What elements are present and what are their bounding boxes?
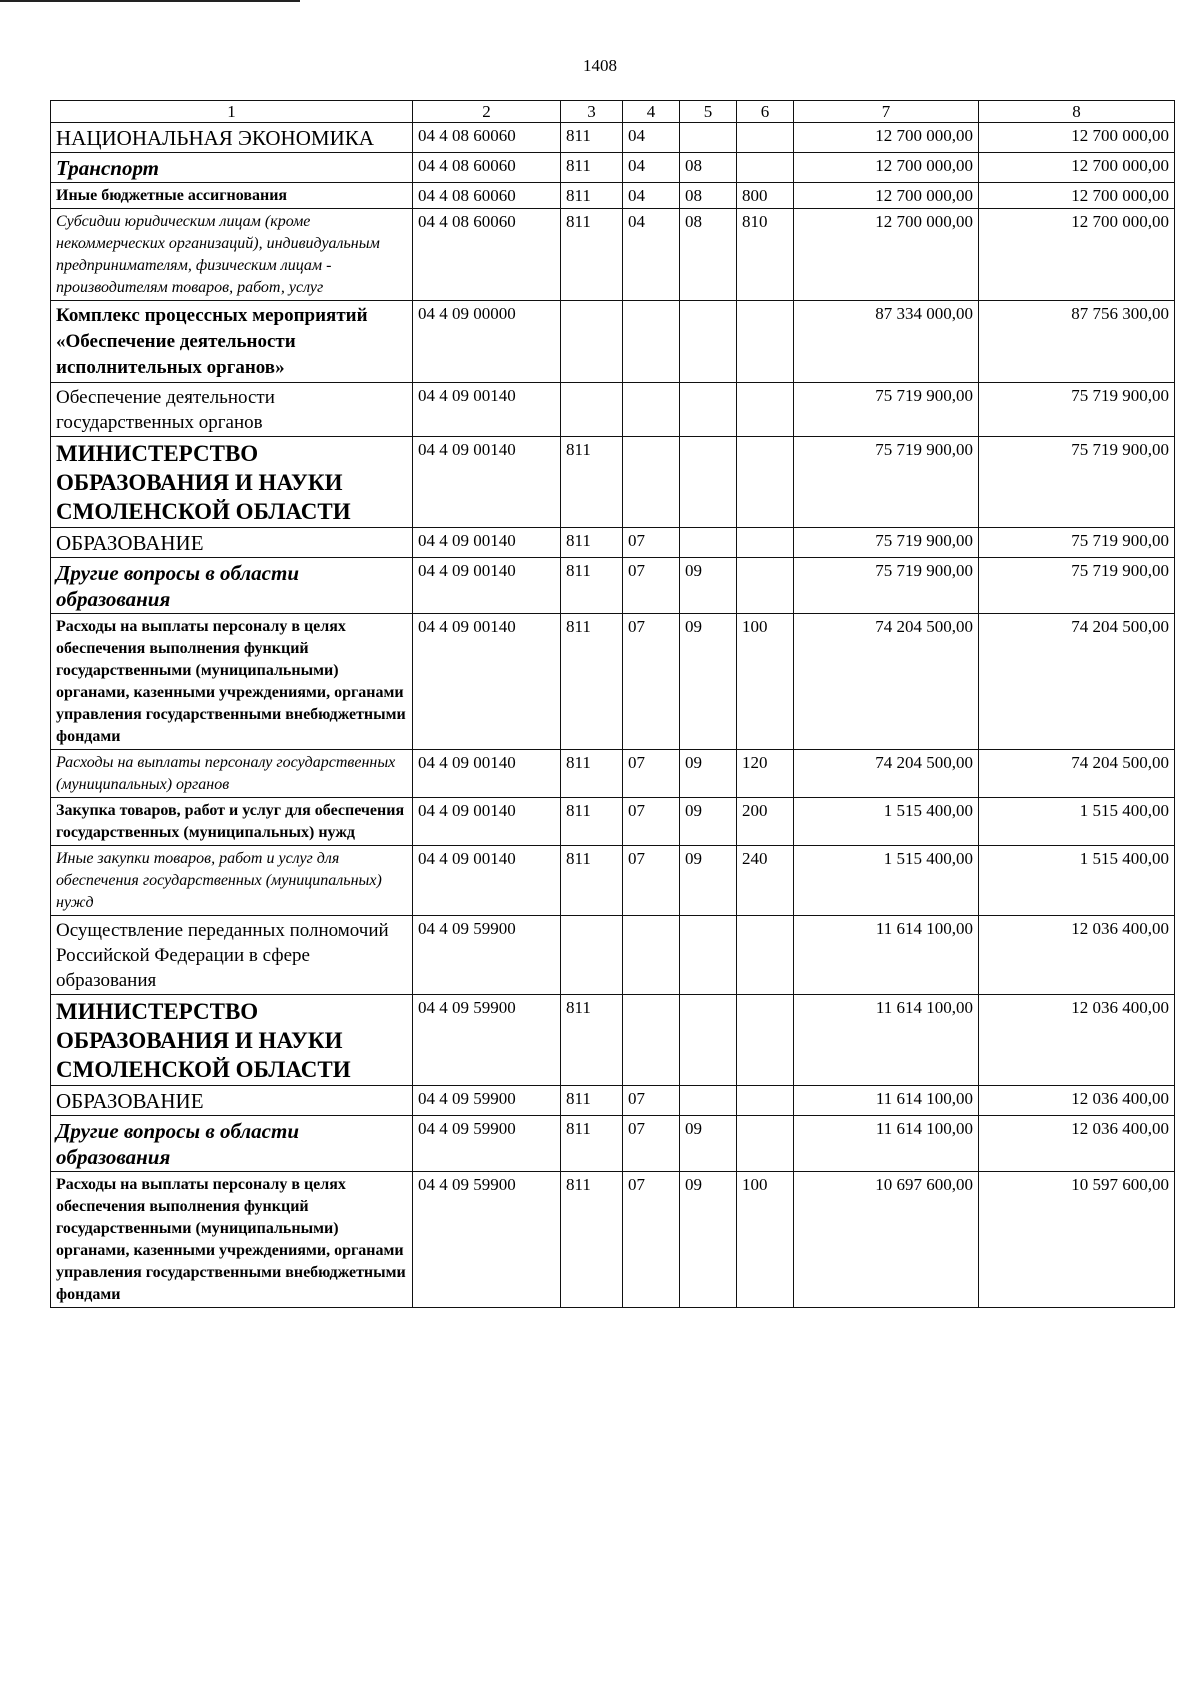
row-code: 04 4 09 59900 [413, 995, 561, 1086]
row-col-6: 100 [737, 1172, 794, 1308]
row-col-3: 811 [561, 183, 623, 209]
row-code: 04 4 09 59900 [413, 1172, 561, 1308]
row-col-5: 09 [680, 558, 737, 614]
table-row [51, 183, 1175, 209]
row-name: Иные закупки товаров, работ и услуг для обеспечения государственных (муниципальных) нужд [51, 846, 413, 916]
row-col-6: 200 [737, 798, 794, 846]
table-row [51, 1172, 1175, 1308]
row-col-5 [680, 437, 737, 528]
row-col-4: 07 [623, 614, 680, 750]
row-col-4: 04 [623, 183, 680, 209]
row-col-3: 811 [561, 209, 623, 301]
row-amount-col-8: 12 700 000,00 [979, 123, 1175, 153]
row-col-4: 07 [623, 558, 680, 614]
row-col-5: 08 [680, 153, 737, 183]
row-col-3: 811 [561, 1116, 623, 1172]
row-col-3: 811 [561, 614, 623, 750]
row-name: Расходы на выплаты персоналу в целях обеспечения выполнения функций государственными (муниципальными) органами, казенными учреждениями, органами управления государственными внебюджетными фондами [51, 1172, 413, 1308]
row-col-5 [680, 123, 737, 153]
row-col-6: 240 [737, 846, 794, 916]
row-col-3 [561, 916, 623, 995]
row-col-6: 120 [737, 750, 794, 798]
row-name: Транспорт [51, 153, 413, 183]
row-col-5 [680, 1086, 737, 1116]
row-name: НАЦИОНАЛЬНАЯ ЭКОНОМИКА [51, 123, 413, 153]
row-col-4: 07 [623, 1086, 680, 1116]
row-col-4: 07 [623, 798, 680, 846]
row-col-6 [737, 383, 794, 437]
row-code: 04 4 09 00140 [413, 846, 561, 916]
row-col-5: 09 [680, 1116, 737, 1172]
table-row [51, 750, 1175, 798]
table-row [51, 437, 1175, 528]
row-amount-col-7: 12 700 000,00 [794, 153, 979, 183]
row-amount-col-8: 12 036 400,00 [979, 1086, 1175, 1116]
row-col-3: 811 [561, 123, 623, 153]
row-amount-col-7: 75 719 900,00 [794, 528, 979, 558]
table-row [51, 916, 1175, 995]
row-code: 04 4 09 59900 [413, 1116, 561, 1172]
row-col-5: 08 [680, 209, 737, 301]
row-col-5 [680, 528, 737, 558]
scan-edge-line [0, 0, 300, 2]
header-col-6: 6 [737, 101, 794, 123]
row-col-6 [737, 1086, 794, 1116]
row-col-3: 811 [561, 846, 623, 916]
row-name: Иные бюджетные ассигнования [51, 183, 413, 209]
row-amount-col-8: 74 204 500,00 [979, 750, 1175, 798]
row-code: 04 4 09 00140 [413, 750, 561, 798]
table-row [51, 846, 1175, 916]
row-code: 04 4 09 00140 [413, 558, 561, 614]
row-amount-col-8: 87 756 300,00 [979, 301, 1175, 383]
row-col-3: 811 [561, 437, 623, 528]
row-amount-col-7: 11 614 100,00 [794, 995, 979, 1086]
row-name: Обеспечение деятельности государственных органов [51, 383, 413, 437]
row-col-4 [623, 916, 680, 995]
row-col-5: 09 [680, 614, 737, 750]
row-code: 04 4 08 60060 [413, 183, 561, 209]
row-col-5 [680, 916, 737, 995]
row-code: 04 4 09 00140 [413, 528, 561, 558]
table-row [51, 1116, 1175, 1172]
budget-table [50, 100, 1175, 1308]
row-col-6 [737, 916, 794, 995]
row-col-6: 810 [737, 209, 794, 301]
row-amount-col-7: 12 700 000,00 [794, 209, 979, 301]
row-amount-col-8: 12 036 400,00 [979, 995, 1175, 1086]
header-col-2: 2 [413, 101, 561, 123]
row-col-3: 811 [561, 750, 623, 798]
table-row [51, 995, 1175, 1086]
row-amount-col-7: 75 719 900,00 [794, 558, 979, 614]
row-col-4: 04 [623, 123, 680, 153]
row-amount-col-8: 12 700 000,00 [979, 209, 1175, 301]
row-amount-col-8: 12 700 000,00 [979, 153, 1175, 183]
row-amount-col-7: 10 697 600,00 [794, 1172, 979, 1308]
row-amount-col-8: 75 719 900,00 [979, 558, 1175, 614]
row-name: МИНИСТЕРСТВО ОБРАЗОВАНИЯ И НАУКИ СМОЛЕНСКОЙ ОБЛАСТИ [51, 437, 413, 528]
table-row [51, 383, 1175, 437]
row-amount-col-7: 74 204 500,00 [794, 614, 979, 750]
row-col-5: 09 [680, 846, 737, 916]
row-col-5: 08 [680, 183, 737, 209]
row-col-3: 811 [561, 798, 623, 846]
table-row [51, 1086, 1175, 1116]
row-col-3 [561, 301, 623, 383]
row-code: 04 4 09 00140 [413, 798, 561, 846]
row-amount-col-7: 12 700 000,00 [794, 123, 979, 153]
header-col-4: 4 [623, 101, 680, 123]
row-col-3: 811 [561, 995, 623, 1086]
row-amount-col-8: 75 719 900,00 [979, 383, 1175, 437]
row-amount-col-8: 75 719 900,00 [979, 528, 1175, 558]
row-col-3: 811 [561, 558, 623, 614]
row-amount-col-7: 12 700 000,00 [794, 183, 979, 209]
row-col-6 [737, 558, 794, 614]
row-col-4: 04 [623, 209, 680, 301]
row-col-4: 07 [623, 1172, 680, 1308]
table-row [51, 614, 1175, 750]
row-amount-col-7: 11 614 100,00 [794, 1116, 979, 1172]
row-col-5 [680, 301, 737, 383]
table-row [51, 123, 1175, 153]
header-col-8: 8 [979, 101, 1175, 123]
row-col-5 [680, 383, 737, 437]
row-col-4 [623, 437, 680, 528]
row-col-3: 811 [561, 1172, 623, 1308]
row-col-6: 800 [737, 183, 794, 209]
row-amount-col-7: 1 515 400,00 [794, 846, 979, 916]
row-name: Субсидии юридическим лицам (кроме некоммерческих организаций), индивидуальным предпринимателям, физическим лицам - производителям товаров, работ, услуг [51, 209, 413, 301]
row-code: 04 4 09 00140 [413, 614, 561, 750]
row-amount-col-7: 75 719 900,00 [794, 437, 979, 528]
row-amount-col-7: 74 204 500,00 [794, 750, 979, 798]
row-amount-col-8: 1 515 400,00 [979, 798, 1175, 846]
table-row [51, 153, 1175, 183]
row-col-4: 07 [623, 750, 680, 798]
row-col-4: 07 [623, 528, 680, 558]
row-col-6 [737, 995, 794, 1086]
header-col-5: 5 [680, 101, 737, 123]
row-amount-col-8: 74 204 500,00 [979, 614, 1175, 750]
row-col-5: 09 [680, 1172, 737, 1308]
row-amount-col-8: 10 597 600,00 [979, 1172, 1175, 1308]
header-col-7: 7 [794, 101, 979, 123]
table-row [51, 528, 1175, 558]
row-col-5: 09 [680, 798, 737, 846]
row-code: 04 4 09 00000 [413, 301, 561, 383]
row-amount-col-8: 12 700 000,00 [979, 183, 1175, 209]
row-col-6: 100 [737, 614, 794, 750]
table-body [51, 123, 1175, 1308]
row-name: Комплекс процессных мероприятий «Обеспечение деятельности исполнительных органов» [51, 301, 413, 383]
row-col-6 [737, 301, 794, 383]
row-col-5 [680, 995, 737, 1086]
row-col-6 [737, 123, 794, 153]
row-col-3: 811 [561, 1086, 623, 1116]
table-row [51, 301, 1175, 383]
row-name: ОБРАЗОВАНИЕ [51, 528, 413, 558]
row-col-5: 09 [680, 750, 737, 798]
row-code: 04 4 08 60060 [413, 209, 561, 301]
table-header-row [51, 101, 1175, 123]
row-col-3 [561, 383, 623, 437]
row-code: 04 4 09 59900 [413, 916, 561, 995]
row-col-4: 04 [623, 153, 680, 183]
row-amount-col-7: 87 334 000,00 [794, 301, 979, 383]
row-col-6 [737, 528, 794, 558]
row-name: Расходы на выплаты персоналу государственных (муниципальных) органов [51, 750, 413, 798]
row-col-4: 07 [623, 846, 680, 916]
row-amount-col-8: 75 719 900,00 [979, 437, 1175, 528]
row-code: 04 4 08 60060 [413, 123, 561, 153]
row-col-4 [623, 301, 680, 383]
row-amount-col-7: 11 614 100,00 [794, 1086, 979, 1116]
header-col-1: 1 [51, 101, 413, 123]
row-amount-col-8: 1 515 400,00 [979, 846, 1175, 916]
row-name: ОБРАЗОВАНИЕ [51, 1086, 413, 1116]
table-row [51, 558, 1175, 614]
row-name: Другие вопросы в области образования [51, 558, 413, 614]
row-name: Расходы на выплаты персоналу в целях обеспечения выполнения функций государственными (муниципальными) органами, казенными учреждениями, органами управления государственными внебюджетными фондами [51, 614, 413, 750]
table-row [51, 209, 1175, 301]
row-col-6 [737, 437, 794, 528]
row-amount-col-8: 12 036 400,00 [979, 1116, 1175, 1172]
row-code: 04 4 09 00140 [413, 383, 561, 437]
row-code: 04 4 08 60060 [413, 153, 561, 183]
row-col-6 [737, 1116, 794, 1172]
row-col-6 [737, 153, 794, 183]
row-col-3: 811 [561, 528, 623, 558]
row-amount-col-7: 11 614 100,00 [794, 916, 979, 995]
row-col-4 [623, 995, 680, 1086]
row-amount-col-8: 12 036 400,00 [979, 916, 1175, 995]
row-amount-col-7: 1 515 400,00 [794, 798, 979, 846]
page-number: 1408 [583, 56, 617, 75]
row-code: 04 4 09 00140 [413, 437, 561, 528]
row-col-4: 07 [623, 1116, 680, 1172]
table-row [51, 798, 1175, 846]
row-col-3: 811 [561, 153, 623, 183]
row-amount-col-7: 75 719 900,00 [794, 383, 979, 437]
header-col-3: 3 [561, 101, 623, 123]
row-name: Осуществление переданных полномочий Российской Федерации в сфере образования [51, 916, 413, 995]
row-name: Закупка товаров, работ и услуг для обеспечения государственных (муниципальных) нужд [51, 798, 413, 846]
row-col-4 [623, 383, 680, 437]
row-name: Другие вопросы в области образования [51, 1116, 413, 1172]
row-code: 04 4 09 59900 [413, 1086, 561, 1116]
row-name: МИНИСТЕРСТВО ОБРАЗОВАНИЯ И НАУКИ СМОЛЕНСКОЙ ОБЛАСТИ [51, 995, 413, 1086]
